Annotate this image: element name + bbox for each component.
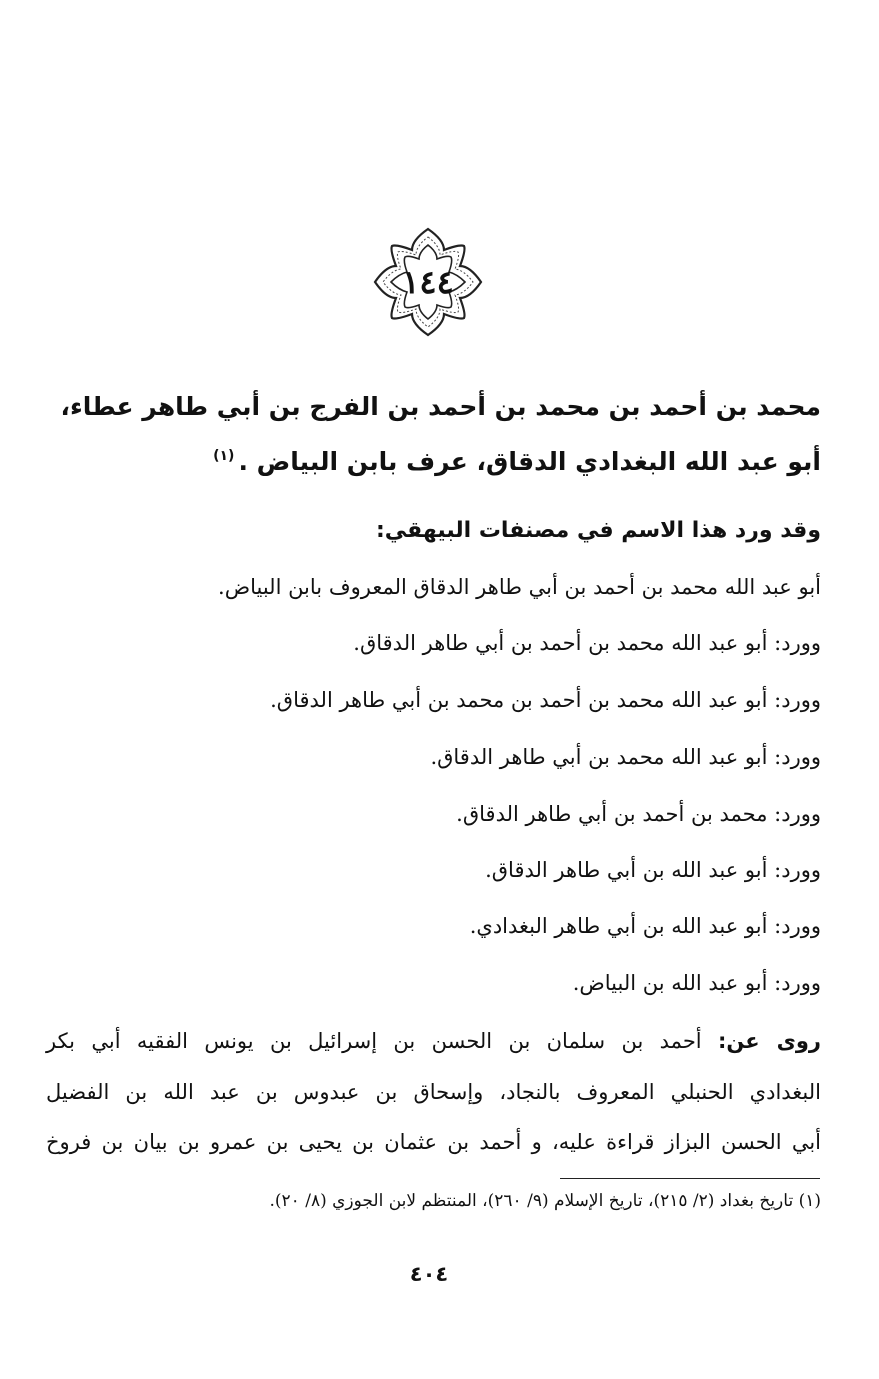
variant-line [470, 914, 821, 938]
footnote: (١) تاريخ بغداد (٢/ ٢١٥)، تاريخ الإسلام (٩/ ٢٦٠)، المنتظم لابن الجوزي (٨/ ٢٠). [269, 1191, 821, 1211]
variant-label: وورد: [774, 802, 821, 826]
variant-text: أبو عبد الله محمد بن أبي طاهر الدقاق. [430, 745, 768, 769]
variant-line [270, 688, 821, 712]
variant-text: أبو عبد الله بن البياض. [572, 971, 768, 995]
variant-text: محمد بن أحمد بن أبي طاهر الدقاق. [456, 802, 768, 826]
entry-heading-line-1: محمد بن أحمد بن محمد بن أحمد بن الفرج بن أبي طاهر عطاء، [60, 392, 821, 421]
variant-line [353, 631, 821, 655]
variant-label: وورد: [774, 858, 821, 882]
variant-line [456, 802, 821, 826]
page-number: ٤٠٤ [409, 1262, 449, 1286]
footnote-reference: (١) [213, 448, 235, 464]
narrated-from-line-1 [46, 1029, 821, 1053]
variant-label: وورد: [774, 688, 821, 712]
variant-line [485, 858, 821, 882]
narrated-from-text: أحمد بن سلمان بن الحسن بن إسرائيل بن يونس الفقيه أبي بكر [46, 1029, 702, 1053]
variant-line [573, 971, 821, 995]
variant-text: أبو عبد الله بن أبي طاهر البغدادي. [469, 914, 768, 938]
section-intro: وقد ورد هذا الاسم في مصنفات البيهقي: [375, 518, 821, 543]
entry-heading-text: أبو عبد الله البغدادي الدقاق، عرف بابن البياض . [238, 447, 821, 476]
primary-name-form: أبو عبد الله محمد بن أحمد بن أبي طاهر الدقاق المعروف بابن البياض. [218, 575, 821, 599]
narrated-from-line-2: البغدادي الحنبلي المعروف بالنجاد، وإسحاق بن عبدوس بن عبد الله بن الفضيل [46, 1080, 821, 1104]
variant-text: أبو عبد الله بن أبي طاهر الدقاق. [485, 858, 768, 882]
footnote-divider [560, 1178, 820, 1179]
variant-line [430, 745, 821, 769]
narrated-from-line-3: أبي الحسن البزاز قراءة عليه، و أحمد بن عثمان بن يحيى بن عمرو بن بيان بن فروخ [46, 1130, 821, 1154]
variant-label: وورد: [774, 914, 821, 938]
variant-label: وورد: [774, 631, 821, 655]
variant-label: وورد: [774, 971, 821, 995]
entry-heading-line-2 [213, 447, 821, 476]
narrated-from-label: روى عن: [717, 1029, 821, 1053]
variant-label: وورد: [774, 745, 821, 769]
variant-text: أبو عبد الله محمد بن أحمد بن محمد بن أبي طاهر الدقاق. [270, 688, 768, 712]
entry-number: ١٤٤ [402, 263, 454, 301]
variant-text: أبو عبد الله محمد بن أحمد بن أبي طاهر الدقاق. [353, 631, 768, 655]
entry-number-ornament [372, 226, 484, 338]
